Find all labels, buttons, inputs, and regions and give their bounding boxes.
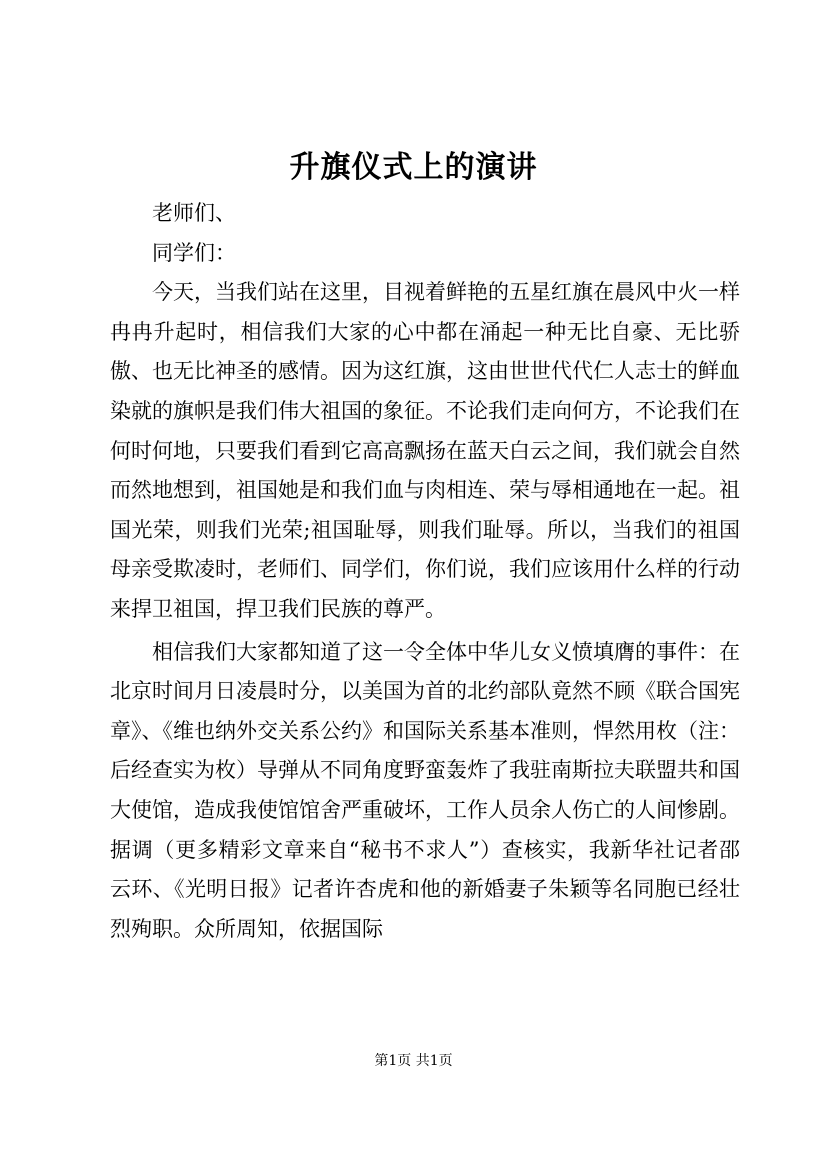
body-paragraph-1: 今天，当我们站在这里，目视着鲜艳的五星红旗在晨风中火一样冉冉升起时，相信我们大家的心中都在涌起一种无比自豪、无比骄傲、也无比神圣的感情。因为这红旗，这由世世代代仁人志士的鲜血染就的旗帜是我们伟大祖国的象征。不论我们走向何方，不论我们在何时何地，只要我们看到它高高飘扬在蓝天白云之间，我们就会自然而然地想到，祖国她是和我们血与肉相连、荣与辱相通地在一起。祖国光荣，则我们光荣;祖国耻辱，则我们耻辱。所以，当我们的祖国母亲受欺凌时，老师们、同学们，你们说，我们应该用什么样的行动来捍卫祖国，捍卫我们民族的尊严。 bbox=[110, 280, 740, 621]
body-paragraph-2: 相信我们大家都知道了这一令全体中华儿女义愤填膺的事件：在北京时间月日凌晨时分，以美国为首的北约部队竟然不顾《联合国宪章》、《维也纳外交关系公约》和国际关系基本准则，悍然用枚（注：后经查实为枚）导弹从不同角度野蛮轰炸了我驻南斯拉夫联盟共和国大使馆，造成我使馆馆舍严重破坏，工作人员余人伤亡的人间惨剧。据调（更多精彩文章来自“秘书不求人”）查核实，我新华社记者邵云环、《光明日报》记者许杏虎和他的新婚妻子朱颖等名同胞已经壮烈殉职。众所周知，依据国际 bbox=[110, 639, 740, 941]
document-body bbox=[110, 194, 740, 949]
page-footer: 第1页 共1页 bbox=[374, 1053, 453, 1069]
salutation-students: 同学们： bbox=[152, 240, 236, 265]
document-title: 升旗仪式上的演讲 bbox=[289, 150, 538, 185]
salutation-teachers: 老师们、 bbox=[152, 201, 236, 225]
